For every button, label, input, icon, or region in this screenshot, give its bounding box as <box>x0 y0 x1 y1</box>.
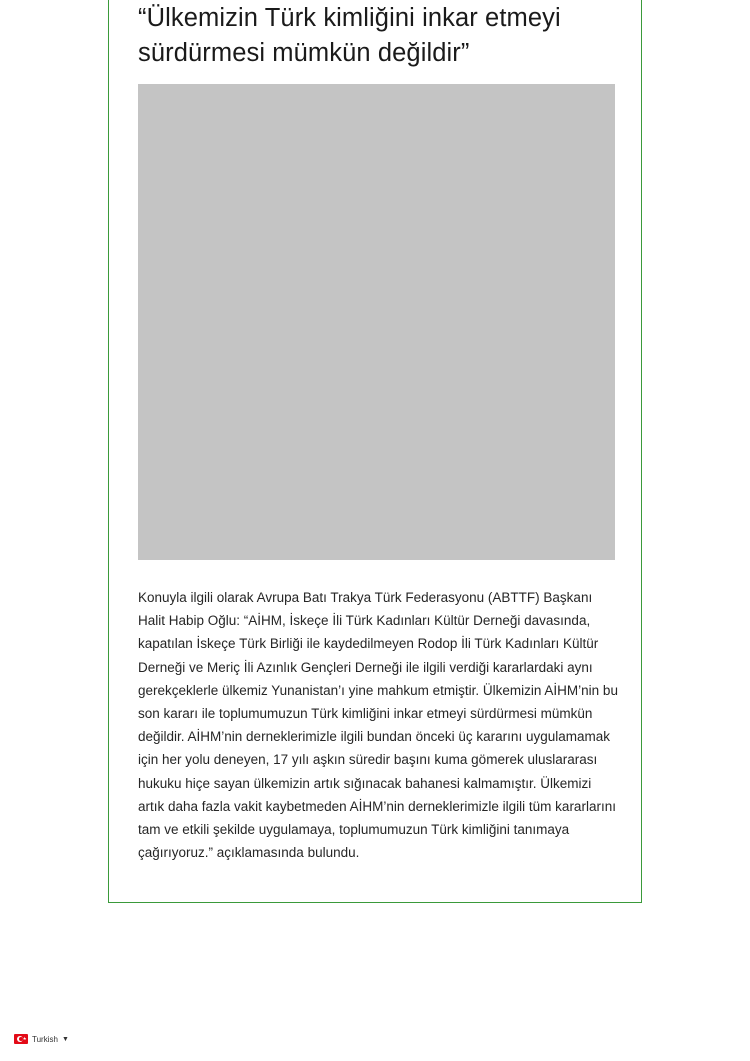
language-switcher[interactable] <box>14 1032 69 1046</box>
language-label: Turkish <box>32 1034 58 1044</box>
article-image <box>138 84 615 560</box>
turkey-flag-icon: ★ <box>14 1034 28 1044</box>
article-title: “Ülkemizin Türk kimliğini inkar etmeyi sürdürmesi mümkün değildir” <box>138 4 561 67</box>
article-card <box>108 0 642 903</box>
article-body: Konuyla ilgili olarak Avrupa Batı Trakya Türk Federasyonu (ABTTF) Başkanı Halit Habip Oğlu: “AİHM, İskeçe İli Türk Kadınları Kültür Derneği davasında, kapatılan İskeçe Türk Birliği ile kaydedilmeyen Rodop İli Türk Kadınları Kültür Derneği ve Meriç İli Azınlık Gençleri Derneği ile ilgili verdiği kararlardaki aynı gerekçeklerle ülkemiz Yunanistan’ı yine mahkum etmiştir. Ülkemizin AİHM’nin bu son kararı ile toplumumuzun Türk kimliğini inkar etmeyi sürdürmesi mümkün değildir. AİHM’nin derneklerimizle ilgili bundan önceki üç kararını uygulamamak için her yolu deneyen, 17 yılı aşkın süredir başını kuma gömerek uluslararası hukuku hiçe sayan ülkemizin artık sığınacak bahanesi kalmamıştır. Ülkemizi artık daha fazla vakit kaybetmeden AİHM’nin derneklerimizle ilgili tüm kararlarını tam ve etkili şekilde uygulamaya, toplumumuzun Türk kimliğini tanımaya çağırıyoruz.” açıklamasında bulundu. <box>138 590 618 861</box>
caret-down-icon: ▼ <box>61 1035 69 1043</box>
